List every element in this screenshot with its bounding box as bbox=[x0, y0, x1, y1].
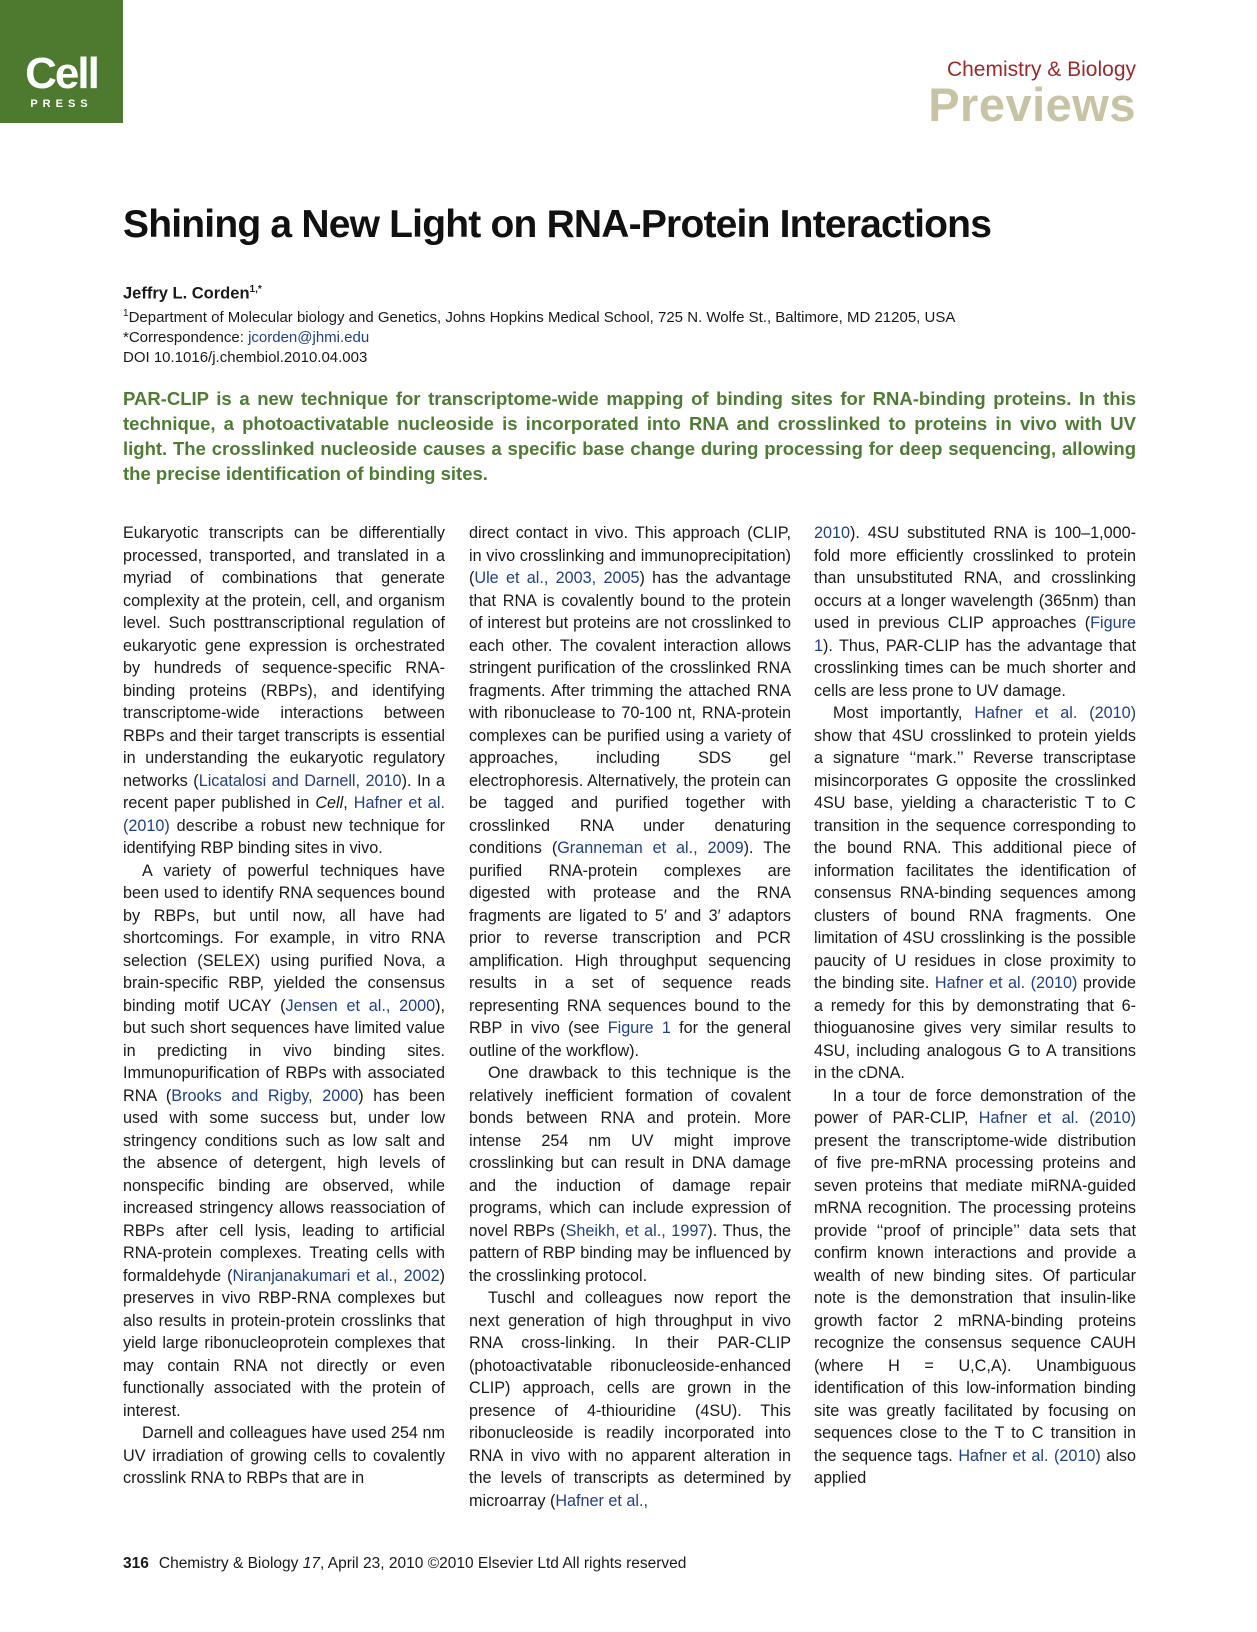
logo-word: Cell bbox=[25, 49, 98, 98]
paragraph-4 bbox=[469, 1062, 791, 1287]
paragraph-7 bbox=[814, 1085, 1136, 1490]
text-run: In a tour de force demonstration of the power of PAR-CLIP, bbox=[814, 1086, 1136, 1127]
text-run: Eukaryotic transcripts can be differentially processed, transported, and translated in a myriad of combinations that generate complexity at the protein, cell, and organism level. Such posttranscriptional regulation of eukaryotic gene expression is orchestrated by hundreds of sequence-specific RNA-binding proteins (RBPs), and identifying transcriptome-wide interactions between RBPs and their target transcripts is essential in understanding the eukaryotic regulatory networks ( bbox=[123, 524, 445, 790]
body-column-2 bbox=[469, 522, 791, 1522]
text-run: show that 4SU crosslinked to protein yields a signature ‘‘mark.’’ Reverse transcriptase misincorporates G opposite the crosslinked 4SU base, yielding a characteristic T to C transition in the sequence corresponding to the bound RNA. This additional piece of information facilitates the identification of consensus RNA-binding sequences among clusters of bound RNA fragments. One limitation of 4SU crosslinking is the possible paucity of U residues in close proximity to the binding site. bbox=[814, 726, 1136, 992]
logo-sub: PRESS bbox=[30, 98, 93, 110]
journal-italic: Cell bbox=[315, 794, 344, 812]
journal-header bbox=[928, 57, 1136, 129]
citation-link[interactable]: Hafner et al. (2010) bbox=[958, 1446, 1101, 1465]
paragraph-2 bbox=[123, 860, 445, 1423]
author-name: Jeffry L. Corden bbox=[123, 284, 250, 303]
abstract: PAR-CLIP is a new technique for transcriptome-wide mapping of binding sites for RNA-binding proteins. In this technique, a photoactivatable nucleoside is incorporated into RNA and crosslinked to proteins in vivo with UV light. The crosslinked nucleoside causes a specific base change during processing for deep sequencing, allowing the precise identification of binding sites. bbox=[123, 388, 1136, 484]
paragraph-5-start bbox=[469, 1287, 791, 1512]
text-run: , bbox=[343, 794, 354, 812]
citation-link[interactable]: Ule et al., 2003, 2005 bbox=[474, 569, 640, 587]
doi: DOI 10.1016/j.chembiol.2010.04.003 bbox=[123, 348, 368, 366]
cell-press-logo bbox=[0, 0, 123, 123]
text-run: describe a robust new technique for identifying RBP binding sites in vivo. bbox=[123, 816, 445, 857]
text-run: provide a remedy for this by demonstrating that 6-thioguanosine gives very similar results to 4SU, including analogous G to A transitions in the cDNA. bbox=[814, 974, 1136, 1082]
text-run: ). 4SU substituted RNA is 100–1,000-fold more efficiently crosslinked to protein than unsubstituted RNA, and crosslinking occurs at a longer wavelength (365nm) than used in previous CLIP approaches ( bbox=[814, 524, 1136, 632]
text-run: ). Thus, PAR-CLIP has the advantage that crosslinking times can be much shorter and cells are less prone to UV damage. bbox=[814, 636, 1136, 700]
paragraph-3-start: Darnell and colleagues have used 254 nm UV irradiation of growing cells to covalently crosslink RNA to RBPs that are in bbox=[123, 1424, 445, 1487]
paragraph-6 bbox=[814, 702, 1136, 1085]
footer-journal: Chemistry & Biology bbox=[158, 1555, 299, 1572]
correspondence-label: *Correspondence: bbox=[123, 328, 249, 346]
text-run: Tuschl and colleagues now report the next generation of high throughput in vivo RNA cross-linking. In their PAR-CLIP (photoactivatable ribonucleoside-enhanced CLIP) approach, cells are grown in the presence of 4-thiouridine (4SU). This ribonucleoside is readily incorporated into RNA in vivo with no apparent alteration in the levels of transcripts as determined by microarray ( bbox=[469, 1289, 791, 1510]
text-run: also applied bbox=[814, 1446, 1136, 1487]
citation-link[interactable]: Licatalosi and Darnell, 2010 bbox=[198, 771, 402, 790]
text-run: ). In a recent paper published in bbox=[123, 771, 445, 812]
author-line bbox=[123, 280, 955, 304]
text-run: for the general outline of the workflow). bbox=[469, 1019, 791, 1060]
text-run: A variety of powerful techniques have been used to identify RNA sequences bound by RBPs, but until now, all have had shortcomings. For example, in vitro RNA selection (SELEX) using purified Nova, a brain-specific RBP, yielded the consensus binding motif UCAY ( bbox=[123, 861, 445, 1015]
citation-link[interactable]: Niranjanakumari et al., 2002 bbox=[232, 1266, 440, 1285]
text-run: ). The purified RNA-protein complexes are digested with protease and the RNA fragments are ligated to 5′ and 3′ adaptors prior to reverse transcription and PCR amplification. High throughput sequencing results in a set of sequence reads representing RNA sequences bound to the RBP in vivo (see bbox=[469, 839, 791, 1037]
citation-link[interactable]: Hafner et al. (2010) bbox=[974, 704, 1136, 722]
text-run: Most importantly, bbox=[833, 704, 975, 722]
article-title: Shining a New Light on RNA-Protein Interactions bbox=[123, 203, 992, 246]
text-run: ) preserves in vivo RBP-RNA complexes but also results in protein-protein crosslinks that yield large ribonucleoprotein complexes that may contain RNA not directly or even functionally associated with the protein of interest. bbox=[123, 1266, 445, 1420]
affiliation bbox=[123, 304, 955, 328]
citation-link[interactable]: Sheikh, et al., 1997 bbox=[565, 1221, 708, 1240]
text-run: One drawback to this technique is the relatively inefficient formation of covalent bonds between RNA and protein. More intense 254 nm UV might improve crosslinking but can result in DNA damage and the induction of damage repair programs, which can include expression of novel RBPs ( bbox=[469, 1064, 791, 1240]
affiliation-mark: 1 bbox=[123, 307, 129, 319]
affiliation-text: Department of Molecular biology and Genetics, Johns Hopkins Medical School, 725 N. Wolfe St., Baltimore, MD 21205, USA bbox=[128, 308, 956, 326]
body-column-3 bbox=[814, 522, 1136, 1522]
author-block bbox=[123, 280, 955, 368]
page-footer bbox=[123, 1554, 686, 1574]
page-number: 316 bbox=[123, 1555, 149, 1572]
email-link[interactable]: jcorden@jhmi.edu bbox=[248, 328, 370, 346]
citation-link[interactable]: Hafner et al. (2010) bbox=[934, 974, 1078, 992]
paragraph-3-cont: direct contact in vivo. This approach (CLIP, in vivo crosslinking and immunoprecipitation) (Ule et al., 2003, 2005) has the advantage that RNA is covalently bound to the protein of interest but proteins are not crosslinked to each other. The covalent interaction allows stringent purification of the crosslinked RNA fragments. After trimming the attached RNA with ribonuclease to 70-100 nt, RNA-protein complexes can be purified using a variety of approaches, including SDS gel electrophoresis. Alternatively, the protein can be tagged and purified together with crosslinked RNA under denaturing conditions (Granneman et al., 2009). The purified RNA-protein complexes are digested with protease and the RNA fragments are ligated to 5′ and 3′ adaptors prior to reverse transcription and PCR amplification. High throughput sequencing results in a set of sequence reads representing RNA sequences bound to the RBP in vivo (see Figure 1 for the general outline of the workflow). bbox=[469, 524, 791, 1060]
citation-link[interactable]: Jensen et al., 2000 bbox=[285, 996, 436, 1015]
text-run: present the transcriptome-wide distribution of five pre-mRNA processing proteins and seven proteins that mediate miRNA-guided mRNA recognition. The processing proteins provide ‘‘proof of principle’’ data sets that confirm known interactions and provide a wealth of new binding sites. Of particular note is the demonstration that insulin-like growth factor 2 mRNA-binding proteins recognize the consensus sequence CAUH (where H = U,C,A). Unambiguous identification of this low-information binding site was greatly facilitated by focusing on sequences close to the T to C transition in the sequence tags. bbox=[814, 1131, 1136, 1465]
text-run: ) has the advantage that RNA is covalently bound to the protein of interest but proteins are not crosslinked to each other. The covalent interaction allows stringent purification of the crosslinked RNA fragments. After trimming the attached RNA with ribonuclease to 70-100 nt, RNA-protein complexes can be purified using a variety of approaches, including SDS gel electrophoresis. Alternatively, the protein can be tagged and purified together with crosslinked RNA under denaturing conditions ( bbox=[469, 569, 791, 857]
citation-link[interactable]: Hafner et al. (2010) bbox=[978, 1109, 1136, 1127]
text-run: ). Thus, the pattern of RBP binding may be influenced by the crosslinking protocol. bbox=[469, 1221, 791, 1285]
body-column-1 bbox=[123, 522, 445, 1522]
footer-date: , April 23, 2010 ©2010 Elsevier Ltd All rights reserved bbox=[319, 1555, 687, 1572]
text-run: ) has been used with some success but, under low stringency conditions such as low salt and the absence of detergent, high levels of nonspecific binding are observed, while increased stringency allows reassociation of RBPs after cell lysis, leading to artificial RNA-protein complexes. Treating cells with formaldehyde ( bbox=[123, 1086, 445, 1285]
journal-name: Chemistry & Biology bbox=[946, 58, 1136, 81]
citation-link[interactable]: Hafner et al., bbox=[555, 1491, 649, 1510]
figure-link[interactable]: Figure 1 bbox=[814, 614, 1136, 655]
paragraph-5-cont bbox=[814, 522, 1136, 702]
citation-link[interactable]: 2010 bbox=[814, 524, 851, 542]
text-run: ), but such short sequences have limited value in predicting in vivo binding sites. Immunopurification of RBPs with associated RNA ( bbox=[123, 996, 445, 1105]
correspondence bbox=[123, 328, 955, 348]
citation-link[interactable]: Granneman et al., 2009 bbox=[557, 839, 744, 857]
author-marks: 1,* bbox=[249, 284, 262, 295]
paragraph-1 bbox=[123, 522, 445, 860]
citation-link[interactable]: Brooks and Rigby, 2000 bbox=[171, 1086, 359, 1105]
citation-link[interactable]: Hafner et al. (2010) bbox=[123, 794, 445, 835]
section-name: Previews bbox=[928, 78, 1136, 131]
footer-volume: 17 bbox=[302, 1555, 320, 1572]
figure-link[interactable]: Figure 1 bbox=[607, 1019, 671, 1037]
